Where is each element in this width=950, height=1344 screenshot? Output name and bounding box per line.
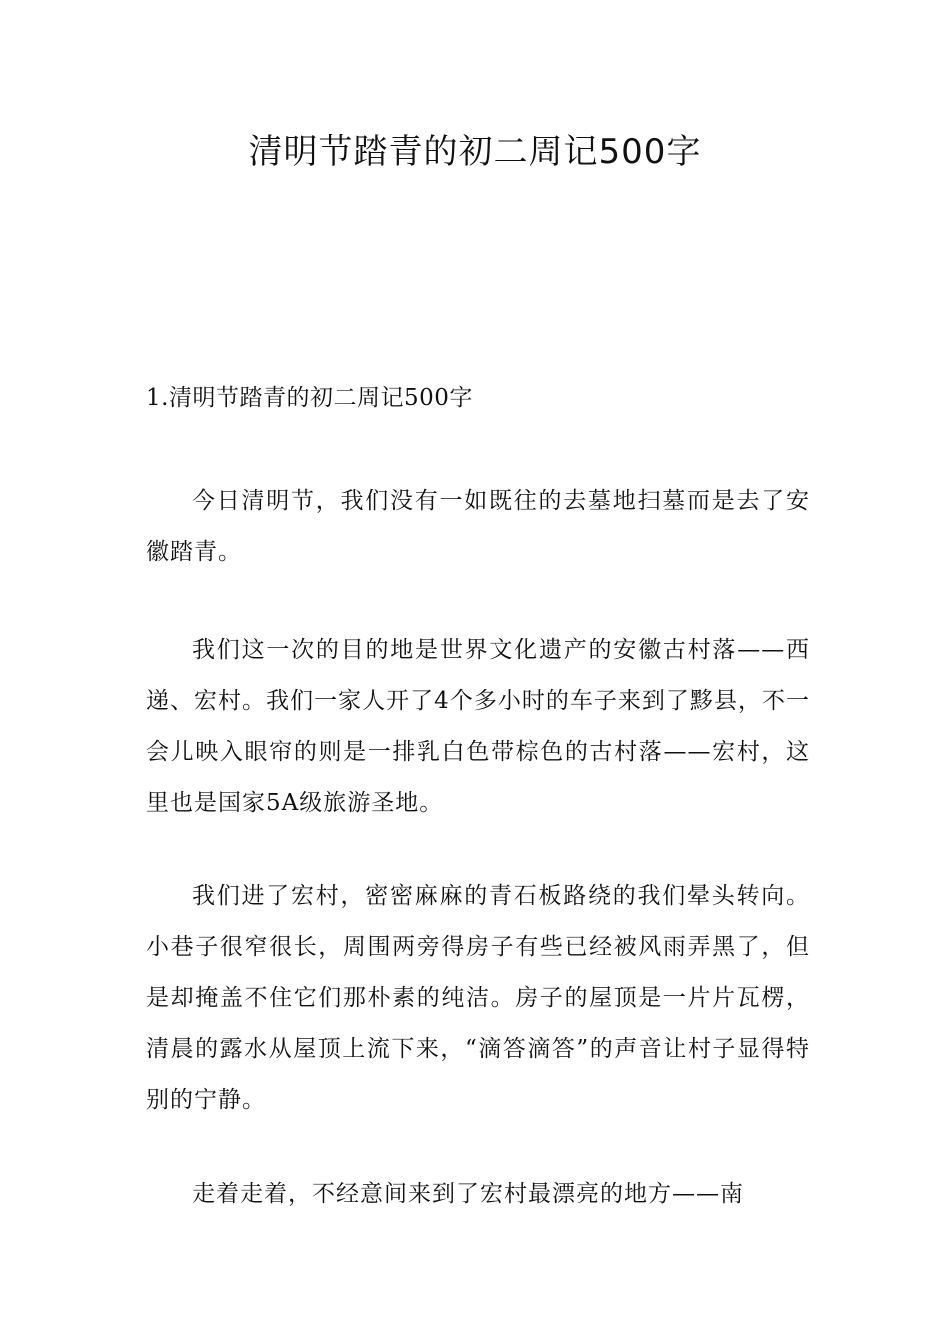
paragraph-2: 我们这一次的目的地是世界文化遗产的安徽古村落——西递、宏村。我们一家人开了4个多小时的车子来到了黟县，不一会儿映入眼帘的则是一排乳白色带棕色的古村落——宏村，这里也是国家5A级旅游圣地。: [146, 637, 810, 816]
section-heading: 1.清明节踏青的初二周记500字: [146, 385, 473, 411]
paragraph-4: 走着走着，不经意间来到了宏村最漂亮的地方——南: [192, 1181, 744, 1207]
paragraph-3: 我们进了宏村，密密麻麻的青石板路绕的我们晕头转向。小巷子很窄很长，周围两旁得房子有些已经被风雨弄黑了，但是却掩盖不住它们那朴素的纯洁。房子的屋顶是一片片瓦楞，清晨的露水从屋顶上流下来，“滴答滴答”的声音让村子显得特别的宁静。: [146, 883, 810, 1113]
paragraph-1: 今日清明节，我们没有一如既往的去墓地扫墓而是去了安徽踏青。: [146, 488, 810, 565]
document-title: 清明节踏青的初二周记500字: [248, 132, 702, 172]
